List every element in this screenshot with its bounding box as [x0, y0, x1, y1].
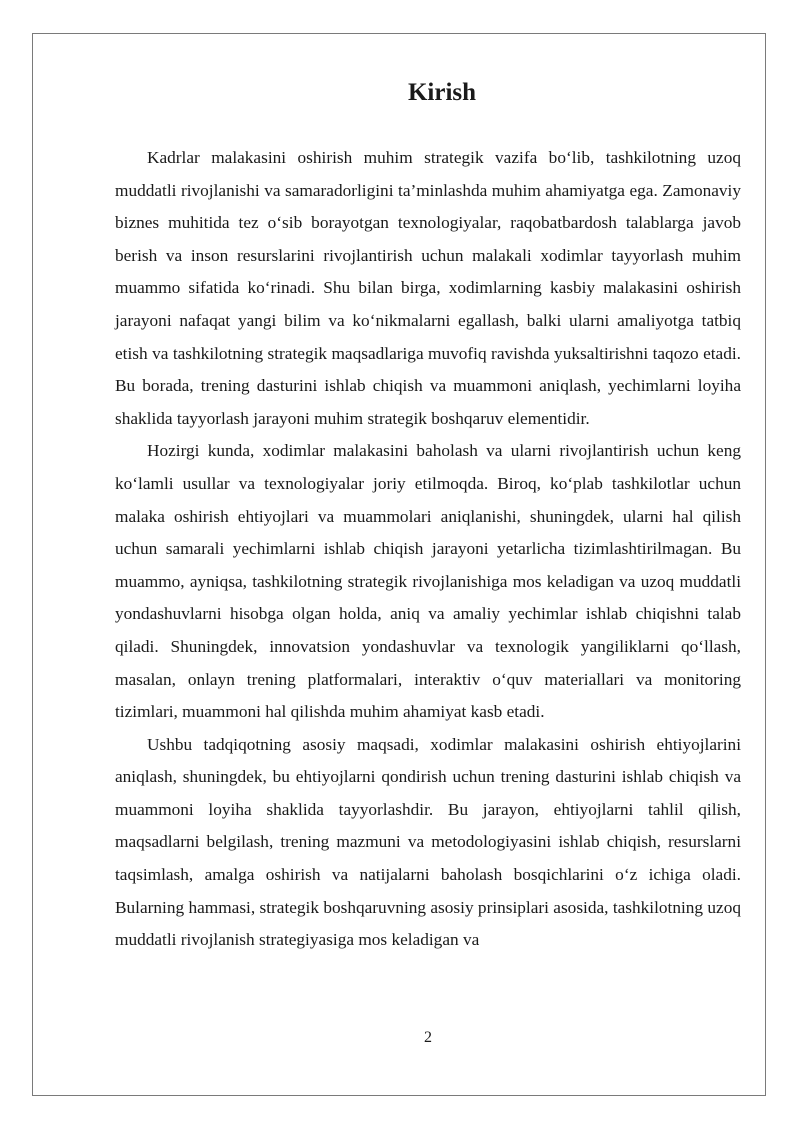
page-number: 2 — [424, 1029, 432, 1046]
paragraph-2: Hozirgi kunda, xodimlar malakasini baholash va ularni rivojlantirish uchun keng ko‘lamli usullar va texnologiyalar joriy etilmoqda. Biroq, ko‘plab tashkilotlar uchun malaka oshirish ehtiyojlari va muammolari aniqlanishi, shuningdek, ularni hal qilish uchun samarali yechimlarni ishlab chiqish jarayoni yetarlicha tizimlashtirilmagan. Bu muammo, ayniqsa, tashkilotning strategik rivojlanishiga mos keladigan va uzoq muddatli yondashuvlarni hisobga olgan holda, aniq va amaliy yechimlar ishlab chiqishni talab qiladi. Shuningdek, innovatsion yondashuvlar va texnologik yangiliklarni qo‘llash, masalan, onlayn trening platformalari, interaktiv o‘quv materiallari va monitoring tizimlari, muammoni hal qilishda muhim ahamiyat kasb etadi. — [115, 441, 741, 722]
paragraph-1: Kadrlar malakasini oshirish muhim strategik vazifa bo‘lib, tashkilotning uzoq muddatli rivojlanishi va samaradorligini ta’minlashda muhim ahamiyatga ega. Zamonaviy biznes muhitida tez o‘sib borayotgan texnologiyalar, raqobatbardosh talablarga javob berish va inson resurslarini rivojlantirish uchun malakali xodimlar tayyorlash muhim muammo sifatida ko‘rinadi. Shu bilan birga, xodimlarning kasbiy malakasini oshirish jarayoni nafaqat yangi bilim va ko‘nikmalarni egallash, balki ularni amaliyotga tatbiq etish va tashkilotning strategik maqsadlariga muvofiq ravishda yuksaltirishni taqozo etadi. Bu borada, trening dasturini ishlab chiqish va muammoni aniqlash, yechimlarni loyiha shaklida tayyorlash jarayoni muhim strategik boshqaruv elementidir. — [115, 148, 741, 428]
document-body — [115, 78, 741, 957]
section-title: Kirish — [407, 79, 477, 106]
paragraph-3: Ushbu tadqiqotning asosiy maqsadi, xodimlar malakasini oshirish ehtiyojlarini aniqlash, shuningdek, bu ehtiyojlarni qondirish uchun trening dasturini ishlab chiqish va muammoni loyiha shaklida tayyorlashdir. Bu jarayon, ehtiyojlarni tahlil qilish, maqsadlarni belgilash, trening mazmuni va metodologiyasini ishlab chiqish, resurslarni taqsimlash, amalga oshirish va natijalarni baholash bosqichlarini o‘z ichiga oladi. Bularning hammasi, strategik boshqaruvning asosiy prinsiplari asosida, tashkilotning uzoq muddatli rivojlanish strategiyasiga mos keladigan va — [115, 734, 741, 950]
